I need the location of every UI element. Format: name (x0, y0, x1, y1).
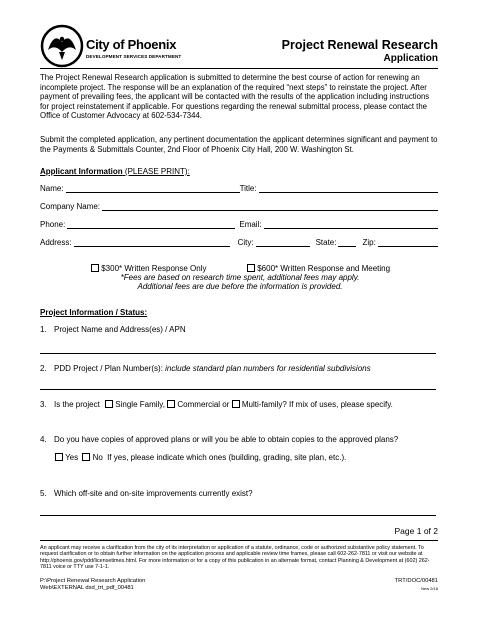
applicant-heading-note: (PLEASE PRINT): (124, 167, 190, 176)
no-checkbox[interactable] (82, 453, 90, 461)
address-label: Address: (40, 238, 72, 247)
fee-note: *Fees are based on research time spent, additional fees may apply. (120, 273, 360, 282)
single-family-checkbox[interactable] (105, 400, 113, 408)
yes-label: Yes (65, 453, 79, 462)
address-field[interactable] (74, 238, 230, 247)
name-label: Name: (40, 184, 64, 193)
document-title: Project Renewal Research (281, 38, 438, 52)
intro-paragraph: The Project Renewal Research application is submitted to determine the best course of action for renewing an incomplete project. The response will be an explanation of the required “next steps” to reinstate the project. After payment of prevailing fees, the applicant will be contacted with the results of the application including instructions for project reinstatement if applicable. For questions regarding the renewal submittal process, please contact the Office of Customer Advocacy at 602-534-7344. (40, 73, 430, 121)
phoenix-bird-icon (40, 24, 84, 68)
name-title-row (40, 181, 438, 193)
zip-field[interactable] (378, 238, 438, 247)
footer-divider (40, 540, 438, 541)
state-label: State: (315, 238, 337, 247)
zip-label: Zip: (362, 238, 376, 247)
question-1-text: Project Name and Address(es) / APN (54, 325, 186, 334)
fee-300-checkbox[interactable] (91, 264, 99, 272)
question-5-answer-line[interactable] (40, 515, 436, 516)
question-3 (40, 400, 393, 409)
commercial-label: Commercial or (177, 400, 230, 409)
project-section-heading: Project Information / Status: (40, 308, 148, 317)
multi-family-checkbox[interactable] (232, 400, 240, 408)
question-1-number: 1. (40, 325, 47, 334)
state-field[interactable] (338, 238, 356, 247)
company-label: Company Name: (40, 202, 101, 211)
question-4 (40, 435, 398, 444)
fee-300-label: $300* Written Response Only (101, 264, 207, 273)
question-1 (40, 325, 186, 334)
question-2-answer-line[interactable] (40, 389, 436, 390)
submission-paragraph: Submit the completed application, any pertinent documentation the applicant determines significant and payment to the Payments & Submittals Counter, 2nd Floor of Phoenix City Hall, 200 W. Washington St. (40, 135, 438, 154)
fee-note-additional: Additional fees are due before the information is provided. (137, 282, 343, 291)
fee-600-label: $600* Written Response and Meeting (257, 264, 391, 273)
city-logo (40, 24, 190, 68)
question-1-answer-line[interactable] (40, 353, 436, 354)
phone-label: Phone: (40, 220, 66, 229)
title-field[interactable] (259, 184, 438, 193)
question-2-number: 2. (40, 364, 47, 373)
company-row (40, 199, 438, 211)
question-3-number: 3. (40, 400, 47, 409)
file-path-2: Web\EXTERNAL dsd_trt_pdf_00481 (40, 585, 134, 591)
fee-600-checkbox[interactable] (247, 264, 255, 272)
document-subtitle: Application (383, 53, 438, 64)
question-4-number: 4. (40, 435, 47, 444)
disclaimer-text: An applicant may receive a clarification from the city of its interpretation or application of a statute, ordinance, code or authorized substantive policy statement. To request clarification or to obtain further information on the application process and applicable review time frames, please call 602-262-7811 or visit our website at http://phoenix.gov/pdd/licensetimes.html. For more information or for a copy of this publication in an alternate format, contact Planning & Development at (602) 262-7811 voice or TTY use 7-1-1. (40, 545, 430, 571)
single-family-label: Single Family, (115, 400, 165, 409)
file-path-1: P:\Project Renewal Research Application (40, 578, 146, 584)
commercial-checkbox[interactable] (167, 400, 175, 408)
question-5-text: Which off-site and on-site improvements currently exist? (54, 489, 253, 498)
question-2-text: PDD Project / Plan Number(s): (54, 364, 166, 373)
company-field[interactable] (102, 202, 438, 211)
address-row (40, 235, 438, 247)
question-4-options (55, 453, 346, 462)
phone-email-row (40, 217, 438, 229)
email-label: Email: (239, 220, 262, 229)
multi-family-label: Multi-family? If mix of uses, please specify. (241, 400, 393, 409)
fee-option-300 (91, 264, 206, 273)
question-4-followup: If yes, please indicate which ones (building, grading, site plan, etc.). (107, 453, 347, 462)
city-field[interactable] (256, 238, 310, 247)
yes-checkbox[interactable] (55, 453, 63, 461)
question-5 (40, 489, 253, 498)
question-2 (40, 364, 371, 373)
question-2-hint: include standard plan numbers for residential subdivisions (165, 364, 371, 373)
header-divider (40, 68, 438, 69)
name-field[interactable] (66, 184, 240, 193)
document-id: TRT/DOC/00481 (394, 578, 438, 584)
applicant-section-heading (40, 167, 190, 176)
title-label: Title: (239, 184, 257, 193)
department-name: DEVELOPMENT SERVICES DEPARTMENT (86, 54, 182, 59)
fee-option-600 (247, 264, 390, 273)
email-field[interactable] (264, 220, 438, 229)
page-number: Page 1 of 2 (394, 526, 438, 536)
city-label: City: (237, 238, 254, 247)
no-label: No (92, 453, 103, 462)
question-3-text: Is the project (54, 400, 100, 409)
question-4-text: Do you have copies of approved plans or will you be able to obtain copies to the approved plans? (54, 435, 399, 444)
revision-date: New 2/18 (421, 586, 438, 591)
question-5-number: 5. (40, 489, 47, 498)
applicant-heading-text: Applicant Information (40, 167, 123, 176)
phone-field[interactable] (67, 220, 235, 229)
city-name: City of Phoenix (86, 37, 177, 52)
